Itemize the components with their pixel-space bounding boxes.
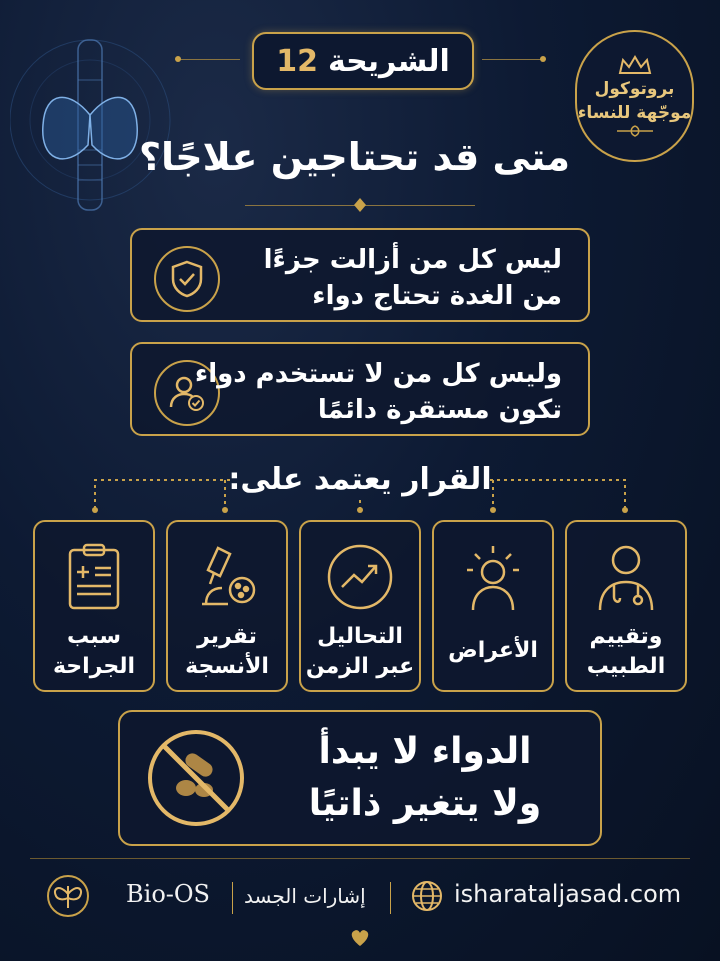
factor-card bbox=[432, 520, 554, 692]
thyroid-illustration bbox=[10, 20, 180, 220]
factor-card bbox=[166, 520, 288, 692]
decorative-dot bbox=[175, 56, 181, 62]
decorative-dot bbox=[540, 56, 546, 62]
heart-icon bbox=[349, 928, 371, 948]
protocol-line1: بروتوكول bbox=[594, 79, 675, 99]
website-link[interactable]: isharataljasad.com bbox=[454, 880, 682, 908]
factor-line2: الطبيب bbox=[586, 654, 666, 679]
footer-divider bbox=[30, 858, 690, 859]
statement-line2: تكون مستقرة دائمًا bbox=[317, 395, 562, 425]
section-heading: القرار يعتمد على: bbox=[228, 462, 492, 497]
factor-card bbox=[299, 520, 421, 692]
factor-line2: عبر الزمن bbox=[305, 654, 415, 679]
statement-line1: وليس كل من لا تستخدم دواء bbox=[194, 359, 562, 389]
conclusion-line1: الدواء لا يبدأ bbox=[318, 731, 532, 772]
statement-card bbox=[130, 228, 590, 322]
factor-line1: وتقييم bbox=[589, 624, 663, 649]
page-title: متى قد تحتاجين علاجًا؟ bbox=[138, 135, 570, 179]
clipboard-medical-icon bbox=[35, 542, 153, 612]
footer-separator bbox=[390, 882, 391, 914]
doctor-icon bbox=[567, 542, 685, 612]
factor-line1: تقرير bbox=[197, 624, 257, 649]
globe-icon bbox=[410, 879, 444, 913]
protocol-badge bbox=[575, 30, 694, 162]
no-pills-icon bbox=[144, 726, 248, 830]
footer-separator bbox=[232, 882, 233, 914]
factor-line2: الجراحة bbox=[52, 654, 136, 679]
connector-lines bbox=[0, 470, 720, 520]
brand-name-arabic: إشارات الجسد bbox=[244, 884, 366, 908]
statement-card bbox=[130, 342, 590, 436]
crown-icon bbox=[617, 55, 653, 77]
decorative-line bbox=[482, 59, 542, 60]
factor-line1: التحاليل bbox=[317, 624, 403, 649]
brand-name: Bio-OS bbox=[126, 880, 210, 908]
slide-badge bbox=[252, 32, 474, 90]
ornament-icon bbox=[344, 196, 376, 214]
trend-chart-icon bbox=[301, 542, 419, 612]
conclusion-card bbox=[118, 710, 602, 846]
butterfly-logo-icon bbox=[40, 874, 96, 918]
leaf-ornament-icon bbox=[615, 125, 655, 137]
protocol-line2: موجّهة للنساء bbox=[577, 103, 692, 123]
decorative-line bbox=[180, 59, 240, 60]
statement-line1: ليس كل من أزالت جزءًا bbox=[263, 245, 562, 275]
factor-line2: الأنسجة bbox=[185, 654, 269, 679]
slide-number: 12 bbox=[276, 43, 318, 79]
factor-card bbox=[565, 520, 687, 692]
person-symptoms-icon bbox=[434, 542, 552, 612]
factor-line1: الأعراض bbox=[448, 638, 538, 663]
footer bbox=[0, 874, 720, 918]
conclusion-line2: ولا يتغير ذاتيًا bbox=[308, 783, 542, 824]
microscope-icon bbox=[168, 542, 286, 612]
factor-line1: سبب bbox=[67, 624, 121, 649]
slide-label: الشريحة bbox=[327, 43, 450, 79]
statement-line2: من الغدة تحتاج دواء bbox=[312, 281, 562, 311]
factor-card bbox=[33, 520, 155, 692]
shield-check-icon bbox=[154, 246, 220, 312]
